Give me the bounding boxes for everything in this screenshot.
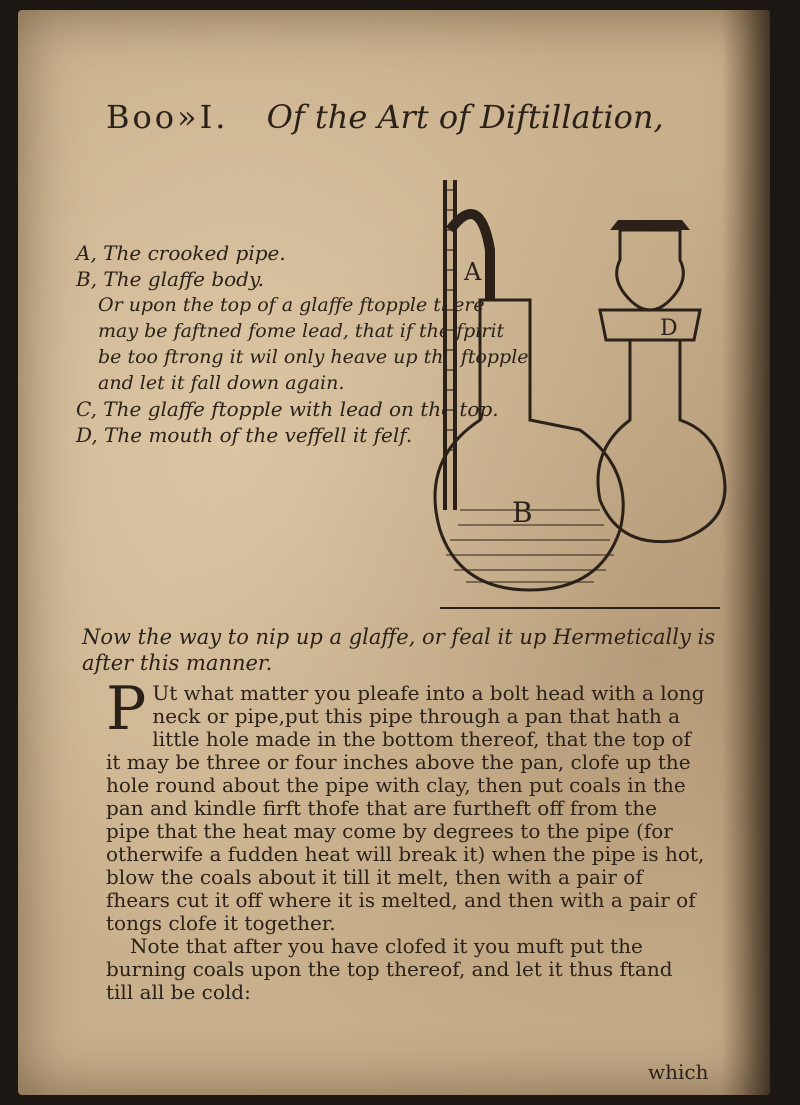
running-header <box>106 98 664 136</box>
key-c: C, The glaffe ftopple with lead on the top. <box>76 397 499 421</box>
catchword: which <box>648 1060 709 1084</box>
figure-caption: Now the way to nip up a glaffe, or feal it up Hermetically is after this manner. <box>82 625 716 675</box>
book-number: Boo»I. <box>106 98 229 136</box>
vessel-body <box>598 340 725 542</box>
running-title: Of the Art of Diftillation, <box>266 98 664 136</box>
key-d: D, The mouth of the veffell it felf. <box>76 423 413 447</box>
glass-body <box>435 300 623 590</box>
figure-key <box>76 240 529 448</box>
book-page <box>18 10 770 1095</box>
paragraph-2: Note that after you have clofed it you muft put the burning coals upon the top thereof, and let it thus ftand till all be cold: <box>106 934 673 1004</box>
key-a: A, The crooked pipe. <box>76 241 286 265</box>
figure-label-a: A <box>464 258 482 286</box>
vessel-mouth <box>600 310 700 340</box>
key-note: Or upon the top of a glaffe ftopple there may be faftned fome lead, that if the fpirit be too ftrong it wil only heave up the ftopple and let it fall down again. <box>98 294 529 394</box>
body-text <box>106 674 706 1004</box>
figure-label-b: B <box>512 496 533 529</box>
drop-cap: P <box>106 674 147 744</box>
paragraph-1-text: Ut what matter you pleafe into a bolt head with a long neck or pipe,put this pipe through a pan that hath a little hole made in the bottom thereof, that the top of it may be three or four inches above the pan, clofe up the hole round about the pipe with clay, then put coals in the pan and kindle firft thofe that are furtheft off from the pipe that the heat may come by degrees to the pipe (for otherwife a fudden heat will break it) when the pipe is hot, blow the coals about it till it melt, then with a pair of fhears cut it off where it is melted, and then with a pair of tongs clofe it together. <box>106 681 705 935</box>
distillation-apparatus-figure <box>420 170 740 630</box>
figure-label-d: D <box>660 316 678 341</box>
paragraph-1 <box>106 674 706 935</box>
glass-stopper <box>617 230 684 310</box>
key-b: B, The glaffe body. <box>76 267 264 291</box>
